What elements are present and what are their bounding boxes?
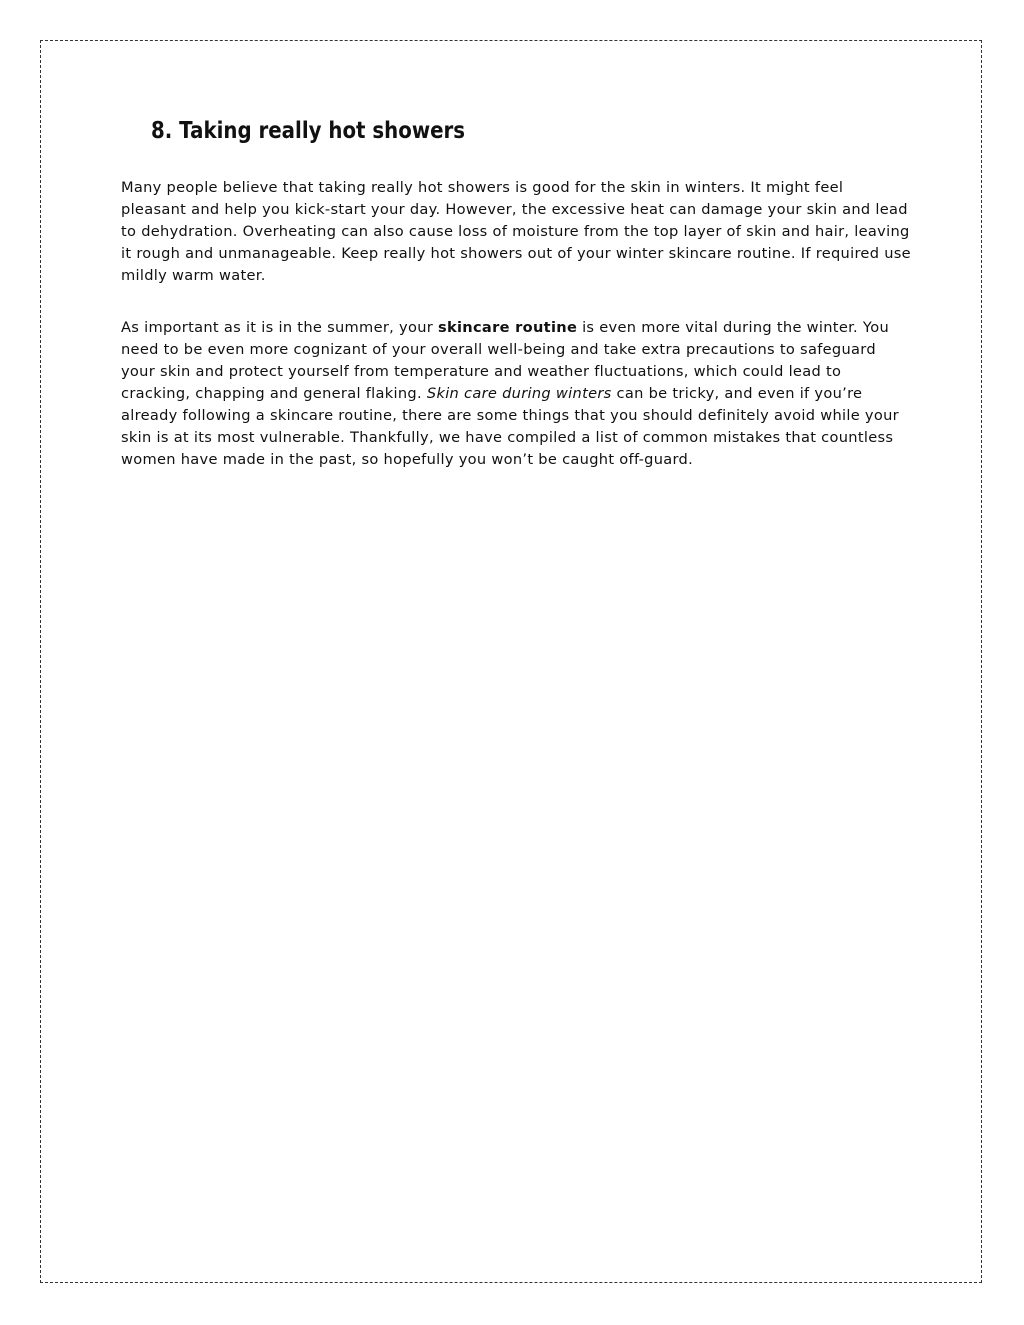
paragraph-text: can be tricky, and even if you’re already following a skincare routine, there are some things that you should definitely avoid while your skin is at its most vulnerable. Thankfully, we have compiled a list of common mistakes that countless women have made in the past, so hopefully you won’t be caught off-guard. (121, 385, 899, 468)
skin-care-winters-term: Skin care during winters (426, 385, 612, 402)
paragraph-winter-skincare (121, 317, 911, 471)
paragraph-hot-showers: Many people believe that taking really hot showers is good for the skin in winters. It might feel pleasant and help you kick-start your day. However, the excessive heat can damage your skin and lead to dehydration. Overheating can also cause loss of moisture from the top layer of skin and hair, leaving it rough and unmanageable. Keep really hot showers out of your winter skincare routine. If required use mildly warm water. (121, 179, 911, 284)
paragraph-text: As important as it is in the summer, your (121, 319, 438, 336)
skincare-routine-term: skincare routine (438, 319, 578, 336)
paragraph-text: is even more vital during the winter. You need to be even more cognizant of your overall well-being and take extra precautions to safeguard your skin and protect yourself from temperature and weather fluctuations, which could lead to cracking, chapping and general flaking. (121, 319, 889, 402)
section-heading: 8. Taking really hot showers (151, 118, 466, 144)
